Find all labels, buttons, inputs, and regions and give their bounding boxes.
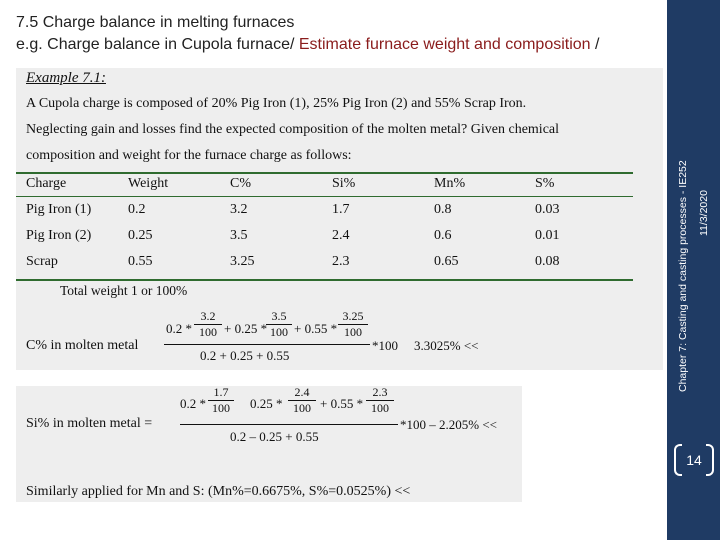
similarly-line: Similarly applied for Mn and S: (Mn%=0.6675%, S%=0.0525%) <<: [26, 484, 411, 499]
right-bracket-icon: [706, 444, 714, 476]
c-term1-coef: 0.2 *: [166, 321, 192, 336]
c-result: 3.3025% <<: [414, 338, 479, 353]
table-cell: 3.5: [230, 228, 248, 243]
si-term2-den: 100: [293, 401, 311, 415]
c-term2-coef: + 0.25 *: [224, 321, 268, 336]
slide-title: [16, 12, 599, 56]
title-line-2-suffix: /: [590, 36, 600, 53]
table-cell: 0.25: [128, 228, 153, 243]
title-line-2-highlight: Estimate furnace weight and composition: [298, 36, 591, 53]
header-weight: Weight: [128, 176, 169, 191]
page-number: [674, 444, 714, 476]
header-s: S%: [535, 176, 555, 191]
c-term2-fraction: [266, 310, 292, 339]
c-term2-num: 3.5: [271, 309, 287, 323]
table-cell: 0.6: [434, 228, 452, 243]
table-cell: 0.2: [128, 202, 146, 217]
table-cell: Pig Iron (1): [26, 202, 92, 217]
c-term3-coef: + 0.55 *: [294, 321, 338, 336]
si-term1-den: 100: [212, 401, 230, 415]
si-term2-fraction: [288, 386, 316, 415]
si-term1-fraction: [208, 386, 234, 415]
si-label: Si% in molten metal =: [26, 416, 153, 431]
si-term1-coef: 0.2 *: [180, 396, 206, 411]
c-term3-den: 100: [344, 325, 362, 339]
problem-line-2: Neglecting gain and losses find the expected composition of the molten metal? Given chemical: [26, 122, 560, 137]
example-title: Example 7.1:: [26, 70, 106, 86]
problem-line-1: A Cupola charge is composed of 20% Pig Iron (1), 25% Pig Iron (2) and 55% Scrap Iron.: [26, 96, 527, 111]
example-panel: [16, 68, 663, 370]
si-term2-num: 2.4: [294, 385, 310, 399]
chapter-label: Chapter 7: Casting and casting processes - IE252: [677, 160, 689, 392]
si-term2-coef: 0.25 *: [250, 396, 283, 411]
problem-line-3: composition and weight for the furnace charge as follows:: [26, 148, 352, 163]
c-denominator: 0.2 + 0.25 + 0.55: [200, 348, 290, 363]
si-term3-num: 2.3: [372, 385, 388, 399]
si-term3-fraction: [366, 386, 394, 415]
si-multiplier-result: *100 – 2.205% <<: [400, 417, 497, 432]
c-main-fraction-bar: [164, 344, 370, 345]
c-term1-fraction: [194, 310, 222, 339]
table-cell: 0.55: [128, 254, 153, 269]
c-term2-den: 100: [270, 325, 288, 339]
table-cell: 2.3: [332, 254, 350, 269]
si-main-fraction-bar: [180, 424, 398, 425]
si-term3-coef: + 0.55 *: [320, 396, 364, 411]
table-cell: 1.7: [332, 202, 350, 217]
c-term3-num: 3.25: [342, 309, 364, 323]
title-line-2-prefix: e.g. Charge balance in Cupola furnace/: [16, 36, 299, 53]
table-cell: Pig Iron (2): [26, 228, 92, 243]
si-term3-den: 100: [371, 401, 389, 415]
title-line-2: [16, 34, 599, 56]
header-si: Si%: [332, 176, 356, 191]
table-top-rule: [16, 172, 633, 174]
c-term3-fraction: [338, 310, 368, 339]
table-cell: 3.25: [230, 254, 255, 269]
table-cell: 0.8: [434, 202, 452, 217]
table-cell: 0.01: [535, 228, 560, 243]
si-term1-num: 1.7: [213, 385, 229, 399]
si-panel: [16, 386, 522, 502]
slide-date: 11/3/2020: [698, 190, 710, 236]
c-term1-num: 3.2: [200, 309, 216, 323]
table-header-rule: [16, 196, 633, 197]
left-bracket-icon: [674, 444, 682, 476]
table-cell: 0.65: [434, 254, 459, 269]
header-charge: Charge: [26, 176, 67, 191]
table-cell: 0.03: [535, 202, 560, 217]
header-c: C%: [230, 176, 251, 191]
title-line-1: 7.5 Charge balance in melting furnaces: [16, 14, 295, 31]
table-cell: 2.4: [332, 228, 350, 243]
table-bottom-rule: [16, 279, 633, 281]
c-multiplier: *100: [372, 338, 398, 353]
table-cell: 0.08: [535, 254, 560, 269]
table-cell: Scrap: [26, 254, 58, 269]
total-weight-label: Total weight 1 or 100%: [60, 283, 188, 298]
c-term1-den: 100: [199, 325, 217, 339]
page-number-value: 14: [686, 452, 702, 468]
table-cell: 3.2: [230, 202, 248, 217]
header-mn: Mn%: [434, 176, 466, 191]
c-label: C% in molten metal: [26, 338, 139, 353]
si-denominator: 0.2 – 0.25 + 0.55: [230, 429, 319, 444]
